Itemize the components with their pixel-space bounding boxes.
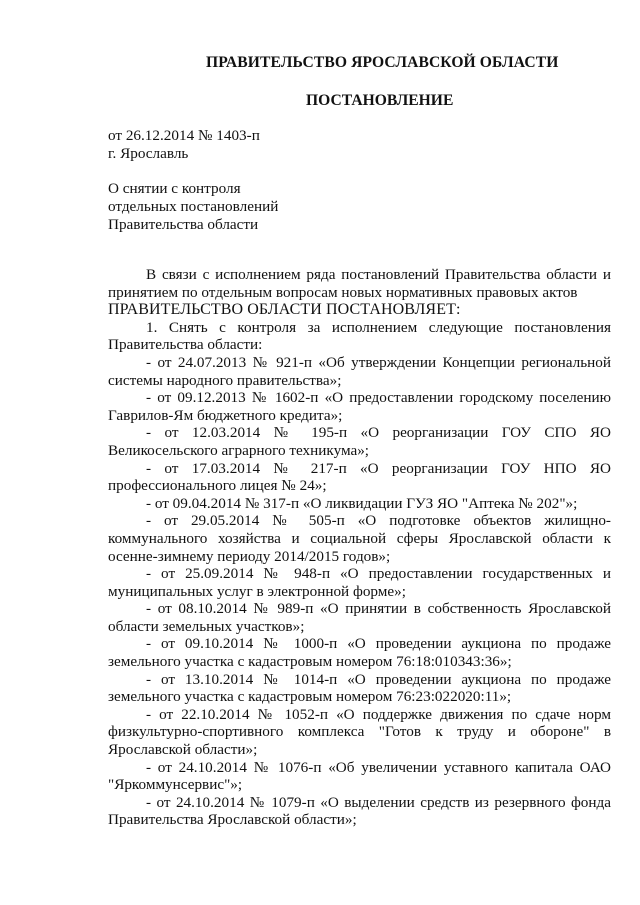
- document-type: ПОСТАНОВЛЕНИЕ: [306, 92, 454, 109]
- list-item: - от 09.04.2014 № 317-п «О ликвидации ГУЗ ЯО "Аптека № 202"»;: [146, 494, 578, 512]
- point-1: 1. Снять с контроля за исполнением следующие постановления Правительства области:: [108, 318, 611, 354]
- list-item: - от 24.10.2014 № 1079-п «О выделении средств из резервного фонда Правительства Ярославской области»;: [108, 793, 611, 829]
- list-item: - от 09.12.2013 № 1602-п «О предоставлении городскому поселению Гаврилов-Ям бюджетного кредита»;: [108, 389, 611, 424]
- city: г. Ярославль: [108, 144, 189, 162]
- list-item: - от 24.10.2014 № 1076-п «Об увеличении уставного капитала ОАО "Яркоммунсервис"»;: [108, 758, 611, 794]
- list-item: - от 25.09.2014 № 948-п «О предоставлении государственных и муниципальных услуг в электронной форме»;: [108, 565, 611, 600]
- subject-line: отдельных постановлений: [108, 197, 279, 215]
- preamble: В связи с исполнением ряда постановлений Правительства области и принятием по отдельным вопросам новых нормативных правовых актов: [108, 266, 611, 301]
- subject-line: О снятии с контроля: [108, 180, 241, 197]
- list-item: - от 17.03.2014 № 217-п «О реорганизации ГОУ НПО ЯО профессионального лицея № 24»;: [108, 459, 611, 495]
- list-item: - от 08.10.2014 № 989-п «О принятии в собственность Ярославской области земельных участков»;: [108, 600, 611, 635]
- list-item: - от 12.03.2014 № 195-п «О реорганизации ГОУ СПО ЯО Великосельского аграрного техникума»;: [108, 424, 611, 459]
- list-item: - от 13.10.2014 № 1014-п «О проведении аукциона по продаже земельного участка с кадастровым номером 76:23:022020:11»;: [108, 670, 611, 706]
- document-meta: [108, 127, 260, 162]
- list-item: - от 22.10.2014 № 1052-п «О поддержке движения по сдаче норм физкультурно-спортивного комплекса "Готов к труду и обороне" в Ярославской области»;: [108, 705, 611, 759]
- document-body: [108, 266, 611, 829]
- government-title: ПРАВИТЕЛЬСТВО ЯРОСЛАВСКОЙ ОБЛАСТИ: [206, 54, 559, 71]
- decree-line: ПРАВИТЕЛЬСТВО ОБЛАСТИ ПОСТАНОВЛЯЕТ:: [108, 301, 461, 319]
- list-item: - от 09.10.2014 № 1000-п «О проведении аукциона по продаже земельного участка с кадастровым номером 76:18:010343:36»;: [108, 635, 611, 671]
- document-subject: [108, 180, 278, 233]
- list-item: - от 24.07.2013 № 921-п «Об утверждении Концепции региональной системы народного правительства»;: [108, 353, 611, 389]
- date-number: от 26.12.2014 № 1403-п: [108, 127, 260, 144]
- list-item: - от 29.05.2014 № 505-п «О подготовке объектов жилищно-коммунального хозяйства и социальной сферы Ярославской области к осенне-зимнему периоду 2014/2015 годов»;: [108, 512, 611, 565]
- subject-line: Правительства области: [108, 215, 259, 233]
